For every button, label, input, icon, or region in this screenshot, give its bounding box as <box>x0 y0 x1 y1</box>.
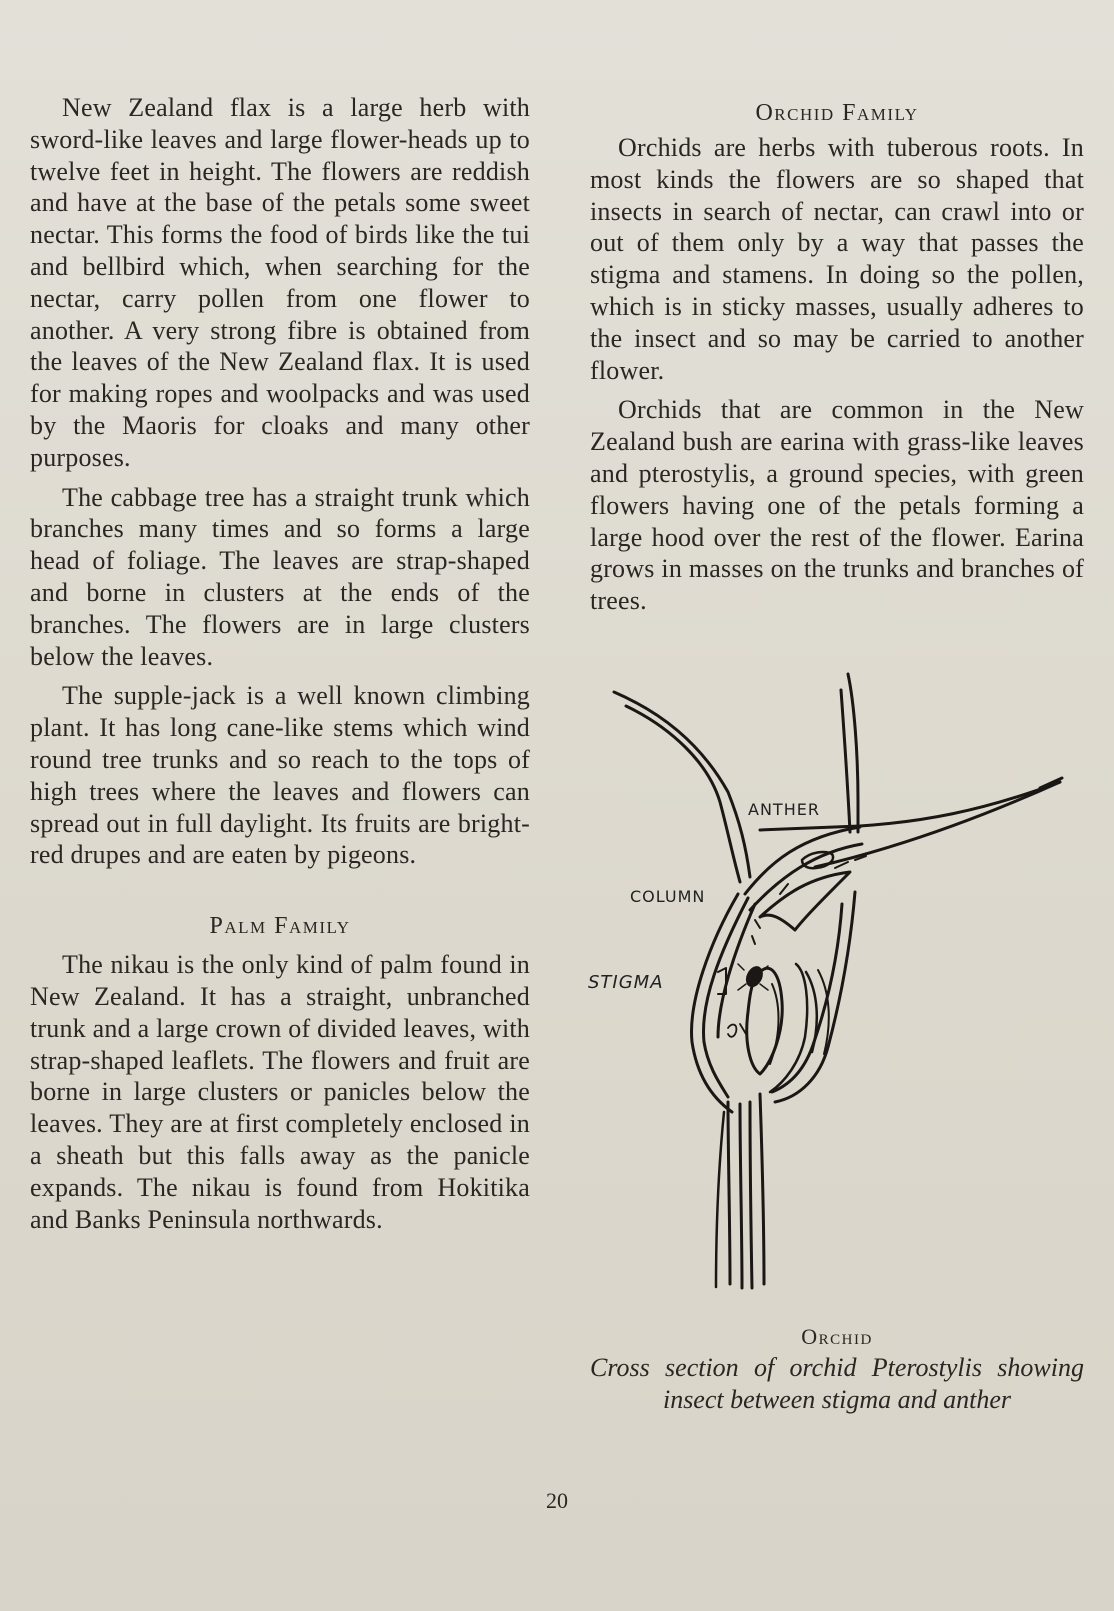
label-stigma: STIGMA <box>588 972 664 993</box>
paragraph-nikau: The nikau is the only kind of palm found in New Zealand. It has a straight, unbranched trunk and a large crown of divided leaves, with strap-shaped leaflets. The flowers and fruit are borne in large clusters or panicles below the leaves. They are at first completely enclosed in a sheath but this falls away as the panicle expands. The nikau is found from Hokitika and Banks Peninsula northwards. <box>30 950 530 1234</box>
orchid-drawing <box>600 672 1100 1332</box>
page-number: 20 <box>546 1488 568 1513</box>
paragraph-supple-jack: The supple-jack is a well known climbing plant. It has long cane-like stems which wind round tree trunks and so reach to the tops of high trees where the leaves and flowers can spread out in full daylight. Its fruits are bright-red drupes and are eaten by pigeons. <box>30 681 530 870</box>
paragraph-flax: New Zealand flax is a large herb with sword-like leaves and large flower-heads up to twelve feet in height. The flowers are reddish and have at the base of the petals some sweet nectar. This forms the food of birds like the tui and bellbird which, when searching for the nectar, carry pollen from one flower to another. A very strong fibre is obtained from the leaves of the New Zealand flax. It is used for making ropes and woolpacks and was used by the Maoris for cloaks and many other purposes. <box>30 93 530 472</box>
orchid-illustration <box>588 672 1100 1332</box>
heading-palm-family: Palm Family <box>209 913 351 940</box>
left-column <box>30 92 530 1243</box>
label-column: COLUMN <box>630 887 706 906</box>
caption-title: Orchid <box>801 1324 873 1349</box>
paragraph-orchid-1: Orchids are herbs with tuberous roots. In most kinds the flowers are so shaped that insects in search of nectar, can crawl into or out of them only by a way that passes the stigma and stamens. In doing so the pollen, which is in sticky masses, usually adheres to the insect and so may be carried to another flower. <box>590 133 1084 385</box>
figure-caption <box>590 1322 1084 1416</box>
label-anther: ANTHER <box>748 800 820 819</box>
right-column <box>590 98 1084 625</box>
paragraph-orchid-2: Orchids that are common in the New Zealand bush are earina with grass-like leaves and pterostylis, a ground species, with green flowers having one of the petals forming a large hood over the rest of the flower. Earina grows in masses on the trunks and branches of trees. <box>590 395 1084 616</box>
heading-orchid-family: Orchid Family <box>755 100 919 126</box>
caption-text: Cross section of orchid Pterostylis showing insect between stigma and anther <box>590 1353 1084 1414</box>
paragraph-cabbage-tree: The cabbage tree has a straight trunk which branches many times and so forms a large head of foliage. The leaves are strap-shaped and borne in clusters at the ends of the branches. The flowers are in large clusters below the leaves. <box>30 482 530 671</box>
